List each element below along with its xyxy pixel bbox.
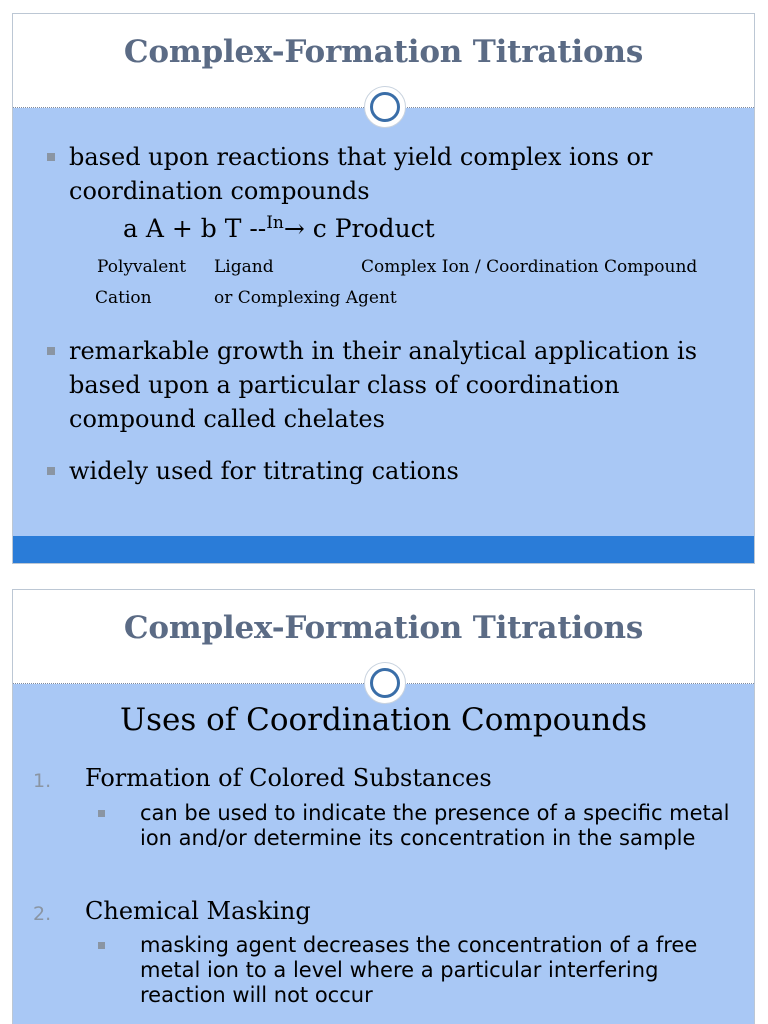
slide-2-title: Complex-Formation Titrations <box>123 610 644 646</box>
bullet-3: widely used for titrating cations <box>69 454 739 488</box>
reaction-equation: a A + b T --$^{In}$→ c Product <box>123 213 435 243</box>
label-ligand: Ligand <box>214 257 274 277</box>
item-2-number: 2. <box>33 903 52 925</box>
item-1-detail: can be used to indicate the presence of a specific metal ion and/or determine its concentration in the sample <box>140 801 740 851</box>
square-bullet-icon <box>47 153 55 161</box>
circle-ornament-icon <box>364 86 406 128</box>
bullet-2: remarkable growth in their analytical application is based upon a particular class of coordination compound called chelates <box>69 334 739 436</box>
label-complex-ion: Complex Ion / Coordination Compound <box>361 257 698 277</box>
square-bullet-icon <box>98 942 105 949</box>
square-bullet-icon <box>47 347 55 355</box>
square-bullet-icon <box>98 810 105 817</box>
indicator-label: In <box>266 213 284 233</box>
slide-1 <box>12 13 755 564</box>
label-complexing-agent: or Complexing Agent <box>214 288 397 308</box>
circle-ornament-icon <box>364 662 406 704</box>
item-1-number: 1. <box>33 770 52 792</box>
slide-1-footer-bar <box>13 536 754 563</box>
slide-2 <box>12 589 755 1024</box>
arrow-icon: → <box>283 214 305 243</box>
bullet-1: based upon reactions that yield complex ions or coordination compounds <box>69 140 739 208</box>
square-bullet-icon <box>47 467 55 475</box>
slide-2-subtitle: Uses of Coordination Compounds <box>119 702 648 738</box>
item-2-heading: Chemical Masking <box>85 897 311 925</box>
item-1-heading: Formation of Colored Substances <box>85 764 492 792</box>
label-polyvalent: Polyvalent <box>97 257 187 277</box>
item-2-detail: masking agent decreases the concentration of a free metal ion to a level where a particular interfering reaction will not occur <box>140 933 740 1008</box>
slide-1-title: Complex-Formation Titrations <box>123 34 644 70</box>
label-cation: Cation <box>95 288 152 308</box>
